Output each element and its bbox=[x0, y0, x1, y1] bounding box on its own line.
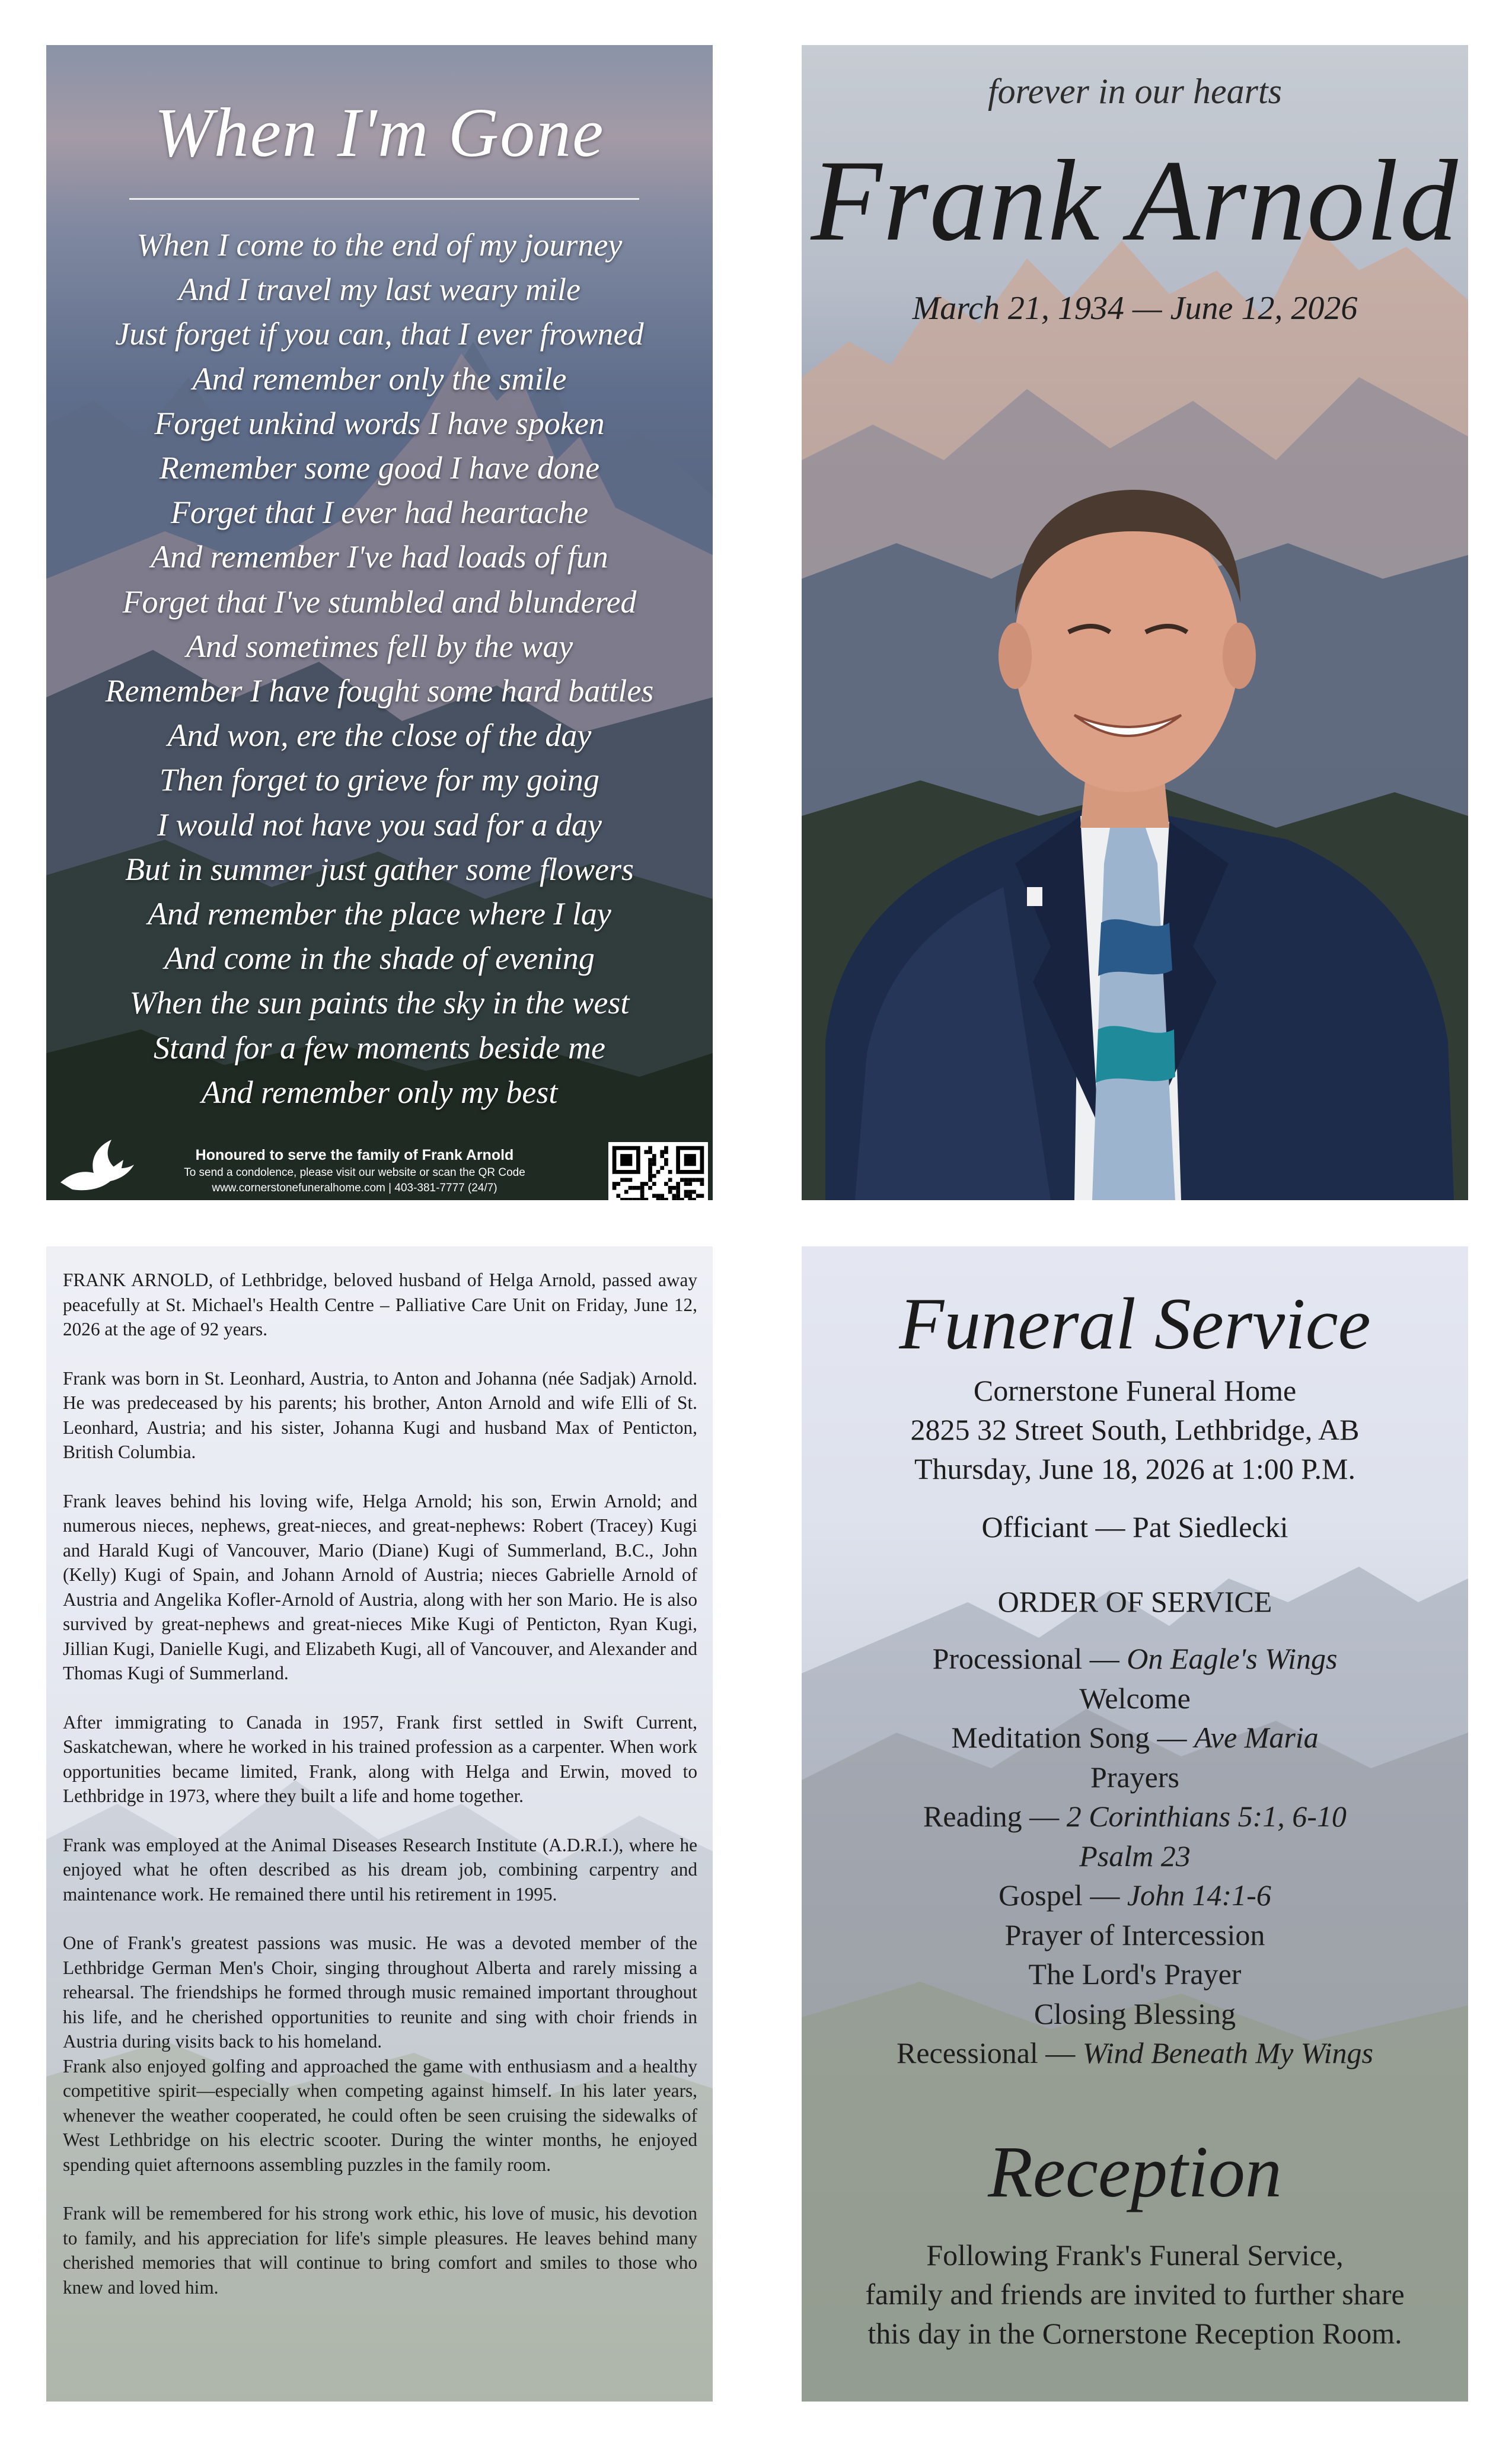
order-item bbox=[802, 1994, 1468, 2034]
reception-text bbox=[802, 2235, 1468, 2353]
order-item-detail: Psalm 23 bbox=[1079, 1839, 1191, 1873]
order-item-detail: Ave Maria bbox=[1194, 1721, 1319, 1754]
portrait-photo bbox=[802, 353, 1468, 1200]
poem-line: Forget unkind words I have spoken bbox=[154, 405, 605, 441]
obituary-paragraph: Frank leaves behind his loving wife, Helga Arnold; his son, Erwin Arnold; and numerous nieces, nephews, great-nieces, and great-nephews: Robert (Tracey) Kugi and Harald Kugi of Vancouver, Mario (Diane) Kugi of Summerland, B.C., John (Kelly) Kugi of Spain, and Johann Arnold of Austria; nieces Gabrielle Arnold of Austria and Angelika Kofler-Arnold of Austria, along with her son Mario. He is also survived by great-nephews and great-nieces Mike Kugi of Penticton, Ryan Kugi, Jillian Kugi, Danielle Kugi, and Elizabeth Kugi, all of Vancouver, and Alexander and Thomas Kugi of Summerland. bbox=[63, 1490, 697, 1683]
service-officiant: Officiant — Pat Siedlecki bbox=[981, 1510, 1288, 1544]
order-item bbox=[802, 2033, 1468, 2073]
order-item bbox=[802, 1836, 1468, 1876]
order-item-label: Processional — bbox=[932, 1642, 1127, 1675]
reception-line: family and friends are invited to further share bbox=[865, 2278, 1405, 2311]
dove-icon bbox=[55, 1136, 138, 1195]
order-item-label: Gospel — bbox=[999, 1879, 1127, 1912]
reception-line: this day in the Cornerstone Reception Room. bbox=[867, 2317, 1402, 2350]
order-item-label: Welcome bbox=[1079, 1681, 1191, 1715]
poem-line: Stand for a few moments beside me bbox=[154, 1029, 605, 1066]
cover-tagline: forever in our hearts bbox=[987, 72, 1283, 111]
poem-line: I would not have you sad for a day bbox=[157, 806, 602, 843]
service-title: Funeral Service bbox=[899, 1283, 1371, 1364]
title-underline bbox=[129, 198, 639, 200]
order-item-label: Closing Blessing bbox=[1033, 1997, 1236, 2030]
deceased-name: Frank Arnold bbox=[811, 136, 1459, 265]
order-item-detail: 2 Corinthians 5:1, 6-10 bbox=[1066, 1800, 1347, 1833]
poem-line: Remember some good I have done bbox=[159, 450, 600, 486]
footer-contact[interactable]: www.cornerstonefuneralhome.com | 403-381-7777 (24/7) bbox=[212, 1182, 497, 1194]
order-item bbox=[802, 1915, 1468, 1955]
footer-condolence: To send a condolence, please visit our website or scan the QR Code bbox=[184, 1166, 525, 1179]
service-address: 2825 32 Street South, Lethbridge, AB bbox=[910, 1413, 1360, 1446]
poem-line: Remember I have fought some hard battles bbox=[105, 673, 654, 709]
order-heading: ORDER OF SERVICE bbox=[997, 1585, 1272, 1618]
order-item-label: Prayer of Intercession bbox=[1004, 1918, 1265, 1951]
obituary-text bbox=[63, 1268, 697, 2324]
poem-line: And remember I've had loads of fun bbox=[151, 539, 608, 575]
obituary-paragraph: Frank was employed at the Animal Diseases Research Institute (A.D.R.I.), where he enjoyed what he often described as his dream job, combining carpentry and maintenance work. He remained there until his retirement in 1995. bbox=[63, 1834, 697, 1905]
obituary-paragraph: FRANK ARNOLD, of Lethbridge, beloved husband of Helga Arnold, passed away peacefully at St. Michael's Health Centre – Palliative Care Unit on Friday, June 12, 2026 at the age of 92 years. bbox=[63, 1270, 697, 1340]
service-location: Cornerstone Funeral Home bbox=[973, 1374, 1297, 1407]
order-item-label: Prayers bbox=[1090, 1760, 1179, 1794]
footer-honour: Honoured to serve the family of Frank Arnold bbox=[195, 1147, 514, 1163]
obituary-paragraph: After immigrating to Canada in 1957, Frank first settled in Swift Current, Saskatchewan, where he worked in his trained profession as a carpenter. When work opportunities became limited, Frank, along with Helga and Erwin, moved to Lethbridge in 1973, where they built a life and home together. bbox=[63, 1711, 697, 1806]
service-datetime: Thursday, June 18, 2026 at 1:00 P.M. bbox=[914, 1452, 1355, 1485]
order-item bbox=[802, 1639, 1468, 1679]
life-dates: March 21, 1934 — June 12, 2026 bbox=[912, 290, 1358, 327]
order-item-label: Recessional — bbox=[896, 2036, 1083, 2069]
order-item bbox=[802, 1954, 1468, 1994]
order-item-detail: Wind Beneath My Wings bbox=[1082, 2036, 1373, 2069]
obituary-panel bbox=[46, 1246, 713, 2402]
service-panel bbox=[802, 1246, 1468, 2402]
order-item bbox=[802, 1679, 1468, 1718]
poem-line: And I travel my last weary mile bbox=[178, 272, 580, 308]
poem-footer bbox=[46, 1143, 713, 1200]
reception-title: Reception bbox=[988, 2131, 1282, 2212]
order-item-label: The Lord's Prayer bbox=[1028, 1957, 1242, 1991]
obituary-paragraph: Frank was born in St. Leonhard, Austria, to Anton and Johanna (née Sadjak) Arnold. He was predeceased by his parents; his brother, Anton Arnold and wife Elli of St. Leonhard, Austria; and his sister, Johanna Kugi and husband Max of Penticton, British Columbia. bbox=[63, 1367, 697, 1462]
obituary-paragraph: Frank will be remembered for his strong work ethic, his love of music, his devotion to family, and his appreciation for life's simple pleasures. He leaves behind many cherished memories that will continue to bring comfort and smiles to those who knew and loved him. bbox=[63, 2203, 697, 2298]
poem-line: And won, ere the close of the day bbox=[167, 717, 592, 754]
order-item bbox=[802, 1797, 1468, 1836]
order-item-label: Reading — bbox=[923, 1800, 1067, 1833]
reception-line: Following Frank's Funeral Service, bbox=[926, 2238, 1344, 2272]
poem-line: And remember only my best bbox=[201, 1074, 558, 1110]
poem-line: When I come to the end of my journey bbox=[136, 227, 623, 263]
poem-line: Forget that I ever had heartache bbox=[170, 495, 589, 531]
poem-line: And sometimes fell by the way bbox=[186, 628, 573, 664]
poem-line: When the sun paints the sky in the west bbox=[129, 985, 630, 1021]
obituary-paragraph: One of Frank's greatest passions was music. He was a devoted member of the Lethbridge German Men's Choir, singing throughout Alberta and rarely missing a rehearsal. The friendships he formed through music remained important throughout his life, and he cherished opportunities to reunite and sing with choir friends in Austria during visits back to his homeland. bbox=[63, 1932, 697, 2052]
poem-line: But in summer just gather some flowers bbox=[125, 851, 634, 887]
poem-line: And remember only the smile bbox=[192, 361, 567, 397]
poem-line: Forget that I've stumbled and blundered bbox=[122, 583, 637, 620]
poem-panel bbox=[46, 45, 713, 1200]
poem-lines bbox=[46, 223, 713, 1115]
order-item bbox=[802, 1718, 1468, 1758]
poem-line: And come in the shade of evening bbox=[164, 940, 595, 977]
obituary-paragraph: Frank also enjoyed golfing and approached the game with enthusiasm and a healthy competitive spirit—especially when competing against himself. In his later years, whenever the weather cooperated, he could often be seen cruising the sidewalks of West Lethbridge on his electric scooter. During the winter months, he enjoyed spending quiet afternoons assembling puzzles in the family room. bbox=[63, 2055, 697, 2175]
footer-text bbox=[135, 1147, 574, 1195]
order-item bbox=[802, 1876, 1468, 1915]
qr-code-icon[interactable] bbox=[608, 1142, 708, 1200]
poem-line: And remember the place where I lay bbox=[148, 896, 611, 932]
order-item-label: Meditation Song — bbox=[951, 1721, 1195, 1754]
order-of-service bbox=[802, 1639, 1468, 2073]
order-item-detail: On Eagle's Wings bbox=[1127, 1642, 1338, 1675]
poem-line: Just forget if you can, that I ever frowned bbox=[115, 316, 644, 352]
order-item-detail: John 14:1-6 bbox=[1127, 1879, 1271, 1912]
poem-line: Then forget to grieve for my going bbox=[160, 762, 599, 798]
cover-panel bbox=[802, 45, 1468, 1200]
poem-title: When I'm Gone bbox=[154, 94, 605, 171]
order-item bbox=[802, 1758, 1468, 1797]
